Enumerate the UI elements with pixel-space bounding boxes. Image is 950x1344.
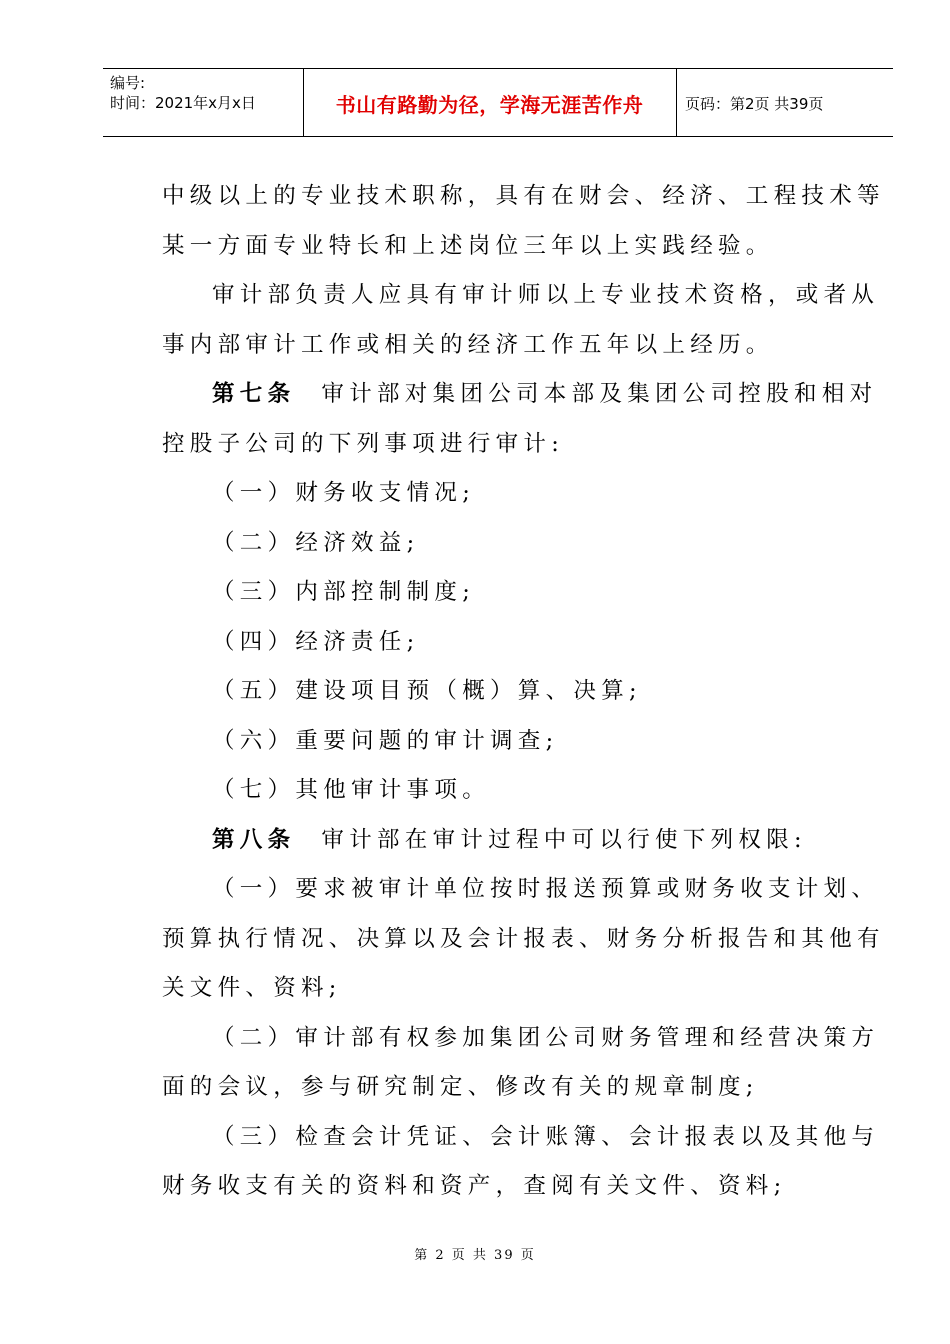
paragraph-line: 预算执行情况、决算以及会计报表、财务分析报告和其他有	[162, 925, 885, 952]
article-7-line	[162, 370, 878, 420]
list-item: （三）检查会计凭证、会计账簿、会计报表以及其他与	[212, 1123, 880, 1150]
list-item: （七）其他审计事项。	[212, 777, 491, 803]
time-label: 时间：2021年x月x日	[110, 94, 256, 112]
list-item: （二）审计部有权参加集团公司财务管理和经营决策方	[212, 1024, 880, 1051]
list-item: （一）要求被审计单位按时报送预算或财务收支计划、	[212, 876, 880, 902]
paragraph-line: 关文件、资料;	[162, 975, 342, 1001]
paragraph-line: 控股子公司的下列事项进行审计:	[162, 430, 565, 457]
article-8-heading: 第八条	[212, 826, 296, 853]
paragraph-line: 某一方面专业特长和上述岗位三年以上实践经验。	[162, 232, 774, 259]
list-item: （四）经济责任;	[212, 628, 420, 655]
document-body	[162, 172, 885, 1212]
list-item: （一）财务收支情况;	[212, 480, 476, 506]
article-8-line	[162, 816, 834, 866]
paragraph-line: 中级以上的专业技术职称，具有在财会、经济、工程技术等	[162, 183, 885, 209]
paragraph-line: 审计部负责人应具有审计师以上专业技术资格，或者从	[212, 282, 880, 308]
paragraph-line: 事内部审计工作或相关的经济工作五年以上经历。	[162, 331, 774, 358]
article-7-heading: 第七条	[212, 381, 296, 407]
list-item: （五）建设项目预（概）算、决算;	[212, 678, 642, 704]
article-7-text: 审计部对集团公司本部及集团公司控股和相对	[321, 381, 878, 407]
header-meta	[110, 73, 256, 113]
paragraph-line: 面的会议，参与研究制定、修改有关的规章制度;	[162, 1074, 759, 1100]
page-footer: 第 2 页 共 39 页	[414, 1248, 536, 1263]
paragraph-line: 财务收支有关的资料和资产，查阅有关文件、资料;	[162, 1173, 787, 1199]
document-header	[103, 68, 893, 137]
header-divider	[676, 69, 677, 136]
article-8-text: 审计部在审计过程中可以行使下列权限:	[321, 826, 807, 853]
serial-label: 编号:	[110, 74, 146, 92]
header-motto: 书山有路勤为径，学海无涯苦作舟	[335, 93, 644, 117]
list-item: （六）重要问题的审计调查;	[212, 727, 559, 754]
list-item: （二）经济效益;	[212, 529, 420, 556]
header-page-info: 页码：第2页 共39页	[685, 95, 824, 113]
list-item: （三）内部控制制度;	[212, 579, 476, 605]
